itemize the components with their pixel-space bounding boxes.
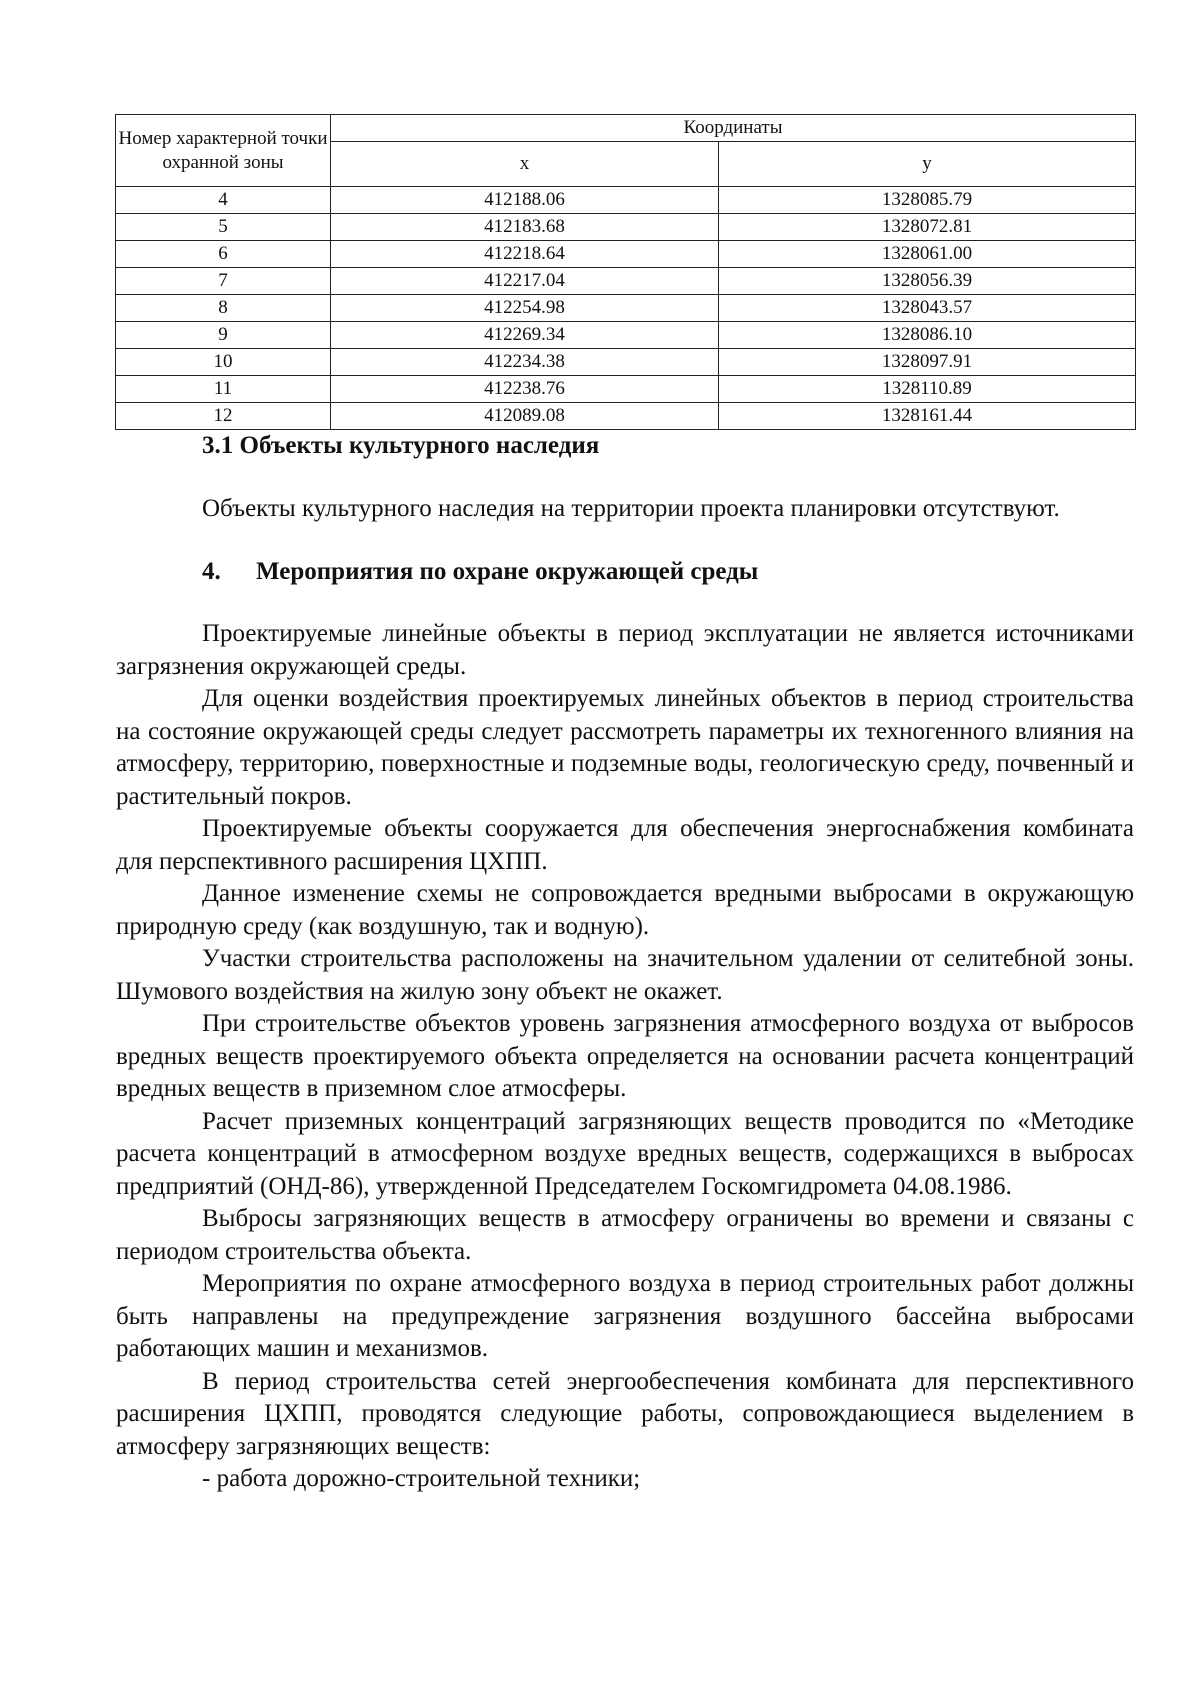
cell-y: 1328086.10 — [719, 322, 1136, 349]
cell-point-number: 6 — [116, 241, 331, 268]
cell-point-number: 4 — [116, 187, 331, 214]
cell-point-number: 10 — [116, 349, 331, 376]
cell-y: 1328085.79 — [719, 187, 1136, 214]
table-row — [116, 214, 1136, 241]
table-row — [116, 295, 1136, 322]
section-3-1-text: Объекты культурного наследия на территории проекта планировки отсутствуют. — [202, 495, 1060, 522]
cell-point-number: 11 — [116, 376, 331, 403]
header-x: x — [331, 142, 719, 187]
list-item: - работа дорожно-строительной техники; — [202, 1465, 641, 1492]
cell-x: 412089.08 — [331, 403, 719, 430]
cell-y: 1328161.44 — [719, 403, 1136, 430]
cell-y: 1328043.57 — [719, 295, 1136, 322]
table-row — [116, 403, 1136, 430]
paragraph: При строительстве объектов уровень загрязнения атмосферного воздуха от выбросов вредных веществ проектируемого объекта определяется на основании расчета концентраций вредных веществ в приземном слое атмосферы. — [116, 1010, 1134, 1102]
cell-point-number: 8 — [116, 295, 331, 322]
paragraph: В период строительства сетей энергообеспечения комбината для перспективного расширения ЦХПП, проводятся следующие работы, сопровождающиеся выделением в атмосферу загрязняющих веществ: — [116, 1367, 1134, 1460]
document-body — [116, 430, 1134, 1496]
cell-point-number: 5 — [116, 214, 331, 241]
paragraph: Расчет приземных концентраций загрязняющих веществ проводится по «Методике расчета концентраций в атмосферном воздухе вредных веществ, содержащихся в выбросах предприятий (ОНД-86), утвержденной Председателем Госкомгидромета 04.08.1986. — [116, 1107, 1134, 1200]
cell-y: 1328110.89 — [719, 376, 1136, 403]
cell-point-number: 9 — [116, 322, 331, 349]
table-row — [116, 322, 1136, 349]
table-row — [116, 376, 1136, 403]
section-4-number: 4. — [202, 557, 221, 585]
cell-x: 412217.04 — [331, 268, 719, 295]
cell-y: 1328056.39 — [719, 268, 1136, 295]
paragraph: Проектируемые линейные объекты в период эксплуатации не является источниками загрязнения окружающей среды. — [116, 620, 1134, 680]
cell-x: 412188.06 — [331, 187, 719, 214]
header-coordinates: Координаты — [331, 115, 1136, 142]
cell-point-number: 7 — [116, 268, 331, 295]
section-3-1-heading: 3.1 Объекты культурного наследия — [202, 432, 600, 459]
header-y: y — [719, 142, 1136, 187]
paragraph: Для оценки воздействия проектируемых линейных объектов в период строительства на состояние окружающей среды следует рассмотреть параметры их техногенного влияния на атмосферу, территорию, поверхностные и подземные воды, геологическую среду, почвенный и растительный покров. — [116, 685, 1134, 810]
table-row — [116, 187, 1136, 214]
paragraph: Данное изменение схемы не сопровождается вредными выбросами в окружающую природную среду (как воздушную, так и водную). — [116, 880, 1134, 940]
header-point-number: Номер характерной точки охранной зоны — [116, 115, 331, 187]
table-body — [116, 187, 1136, 430]
cell-x: 412269.34 — [331, 322, 719, 349]
cell-x: 412254.98 — [331, 295, 719, 322]
paragraph: Выбросы загрязняющих веществ в атмосферу ограничены во времени и связаны с периодом строительства объекта. — [116, 1205, 1134, 1265]
table-row — [116, 268, 1136, 295]
paragraph: Проектируемые объекты сооружается для обеспечения энергоснабжения комбината для перспективного расширения ЦХПП. — [116, 815, 1134, 875]
paragraph: Мероприятия по охране атмосферного воздуха в период строительных работ должны быть направлены на предупреждение загрязнения воздушного бассейна выбросами работающих машин и механизмов. — [116, 1270, 1134, 1362]
cell-x: 412234.38 — [331, 349, 719, 376]
section-4-heading — [116, 556, 1134, 589]
paragraph: Участки строительства расположены на значительном удалении от селитебной зоны. Шумового воздействия на жилую зону объект не окажет. — [116, 945, 1134, 1005]
cell-x: 412183.68 — [331, 214, 719, 241]
cell-y: 1328072.81 — [719, 214, 1136, 241]
coordinates-table — [115, 114, 1136, 430]
table-row — [116, 349, 1136, 376]
cell-x: 412238.76 — [331, 376, 719, 403]
table-row — [116, 241, 1136, 268]
cell-y: 1328097.91 — [719, 349, 1136, 376]
section-4-title: Мероприятия по охране окружающей среды — [256, 557, 759, 585]
cell-y: 1328061.00 — [719, 241, 1136, 268]
cell-point-number: 12 — [116, 403, 331, 430]
cell-x: 412218.64 — [331, 241, 719, 268]
